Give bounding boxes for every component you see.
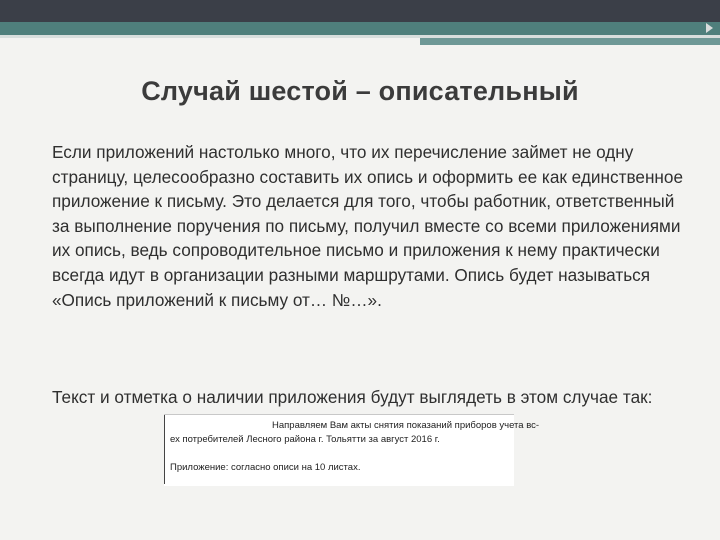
- snippet-border-left: [164, 414, 165, 484]
- snippet-line-2: ех потребителей Лесного района г. Тольятти за август 2016 г.: [170, 434, 440, 445]
- header-bar-dark: [0, 0, 720, 22]
- snippet-attachment-note: Приложение: согласно описи на 10 листах.: [170, 462, 361, 473]
- body-paragraph-1: Если приложений настолько много, что их перечисление займет не одну страницу, целесообразно составить их опись и оформить ее как единственное приложение к письму. Это делается для того, чтобы работник, ответственный за выполнение поручения по письму, получил вместе со всеми приложениями их опись, ведь сопроводительное письмо и приложения к нему практически всегда идут в организации разными маршрутами. Опись будет называться «Опись приложений к письму от… №…».: [52, 142, 684, 310]
- slide-title: Случай шестой – описательный: [141, 76, 579, 106]
- corner-triangle-icon: [706, 23, 713, 33]
- example-letter-snippet: [164, 414, 540, 486]
- header-bar-teal: [0, 22, 720, 35]
- body-paragraph-2: Текст и отметка о наличии приложения будут выглядеть в этом случае так:: [52, 387, 653, 407]
- snippet-border-top: [164, 414, 514, 415]
- snippet-line-1: Направляем Вам акты снятия показаний приборов учета вс-: [272, 420, 540, 431]
- header-ribbon: [420, 38, 720, 45]
